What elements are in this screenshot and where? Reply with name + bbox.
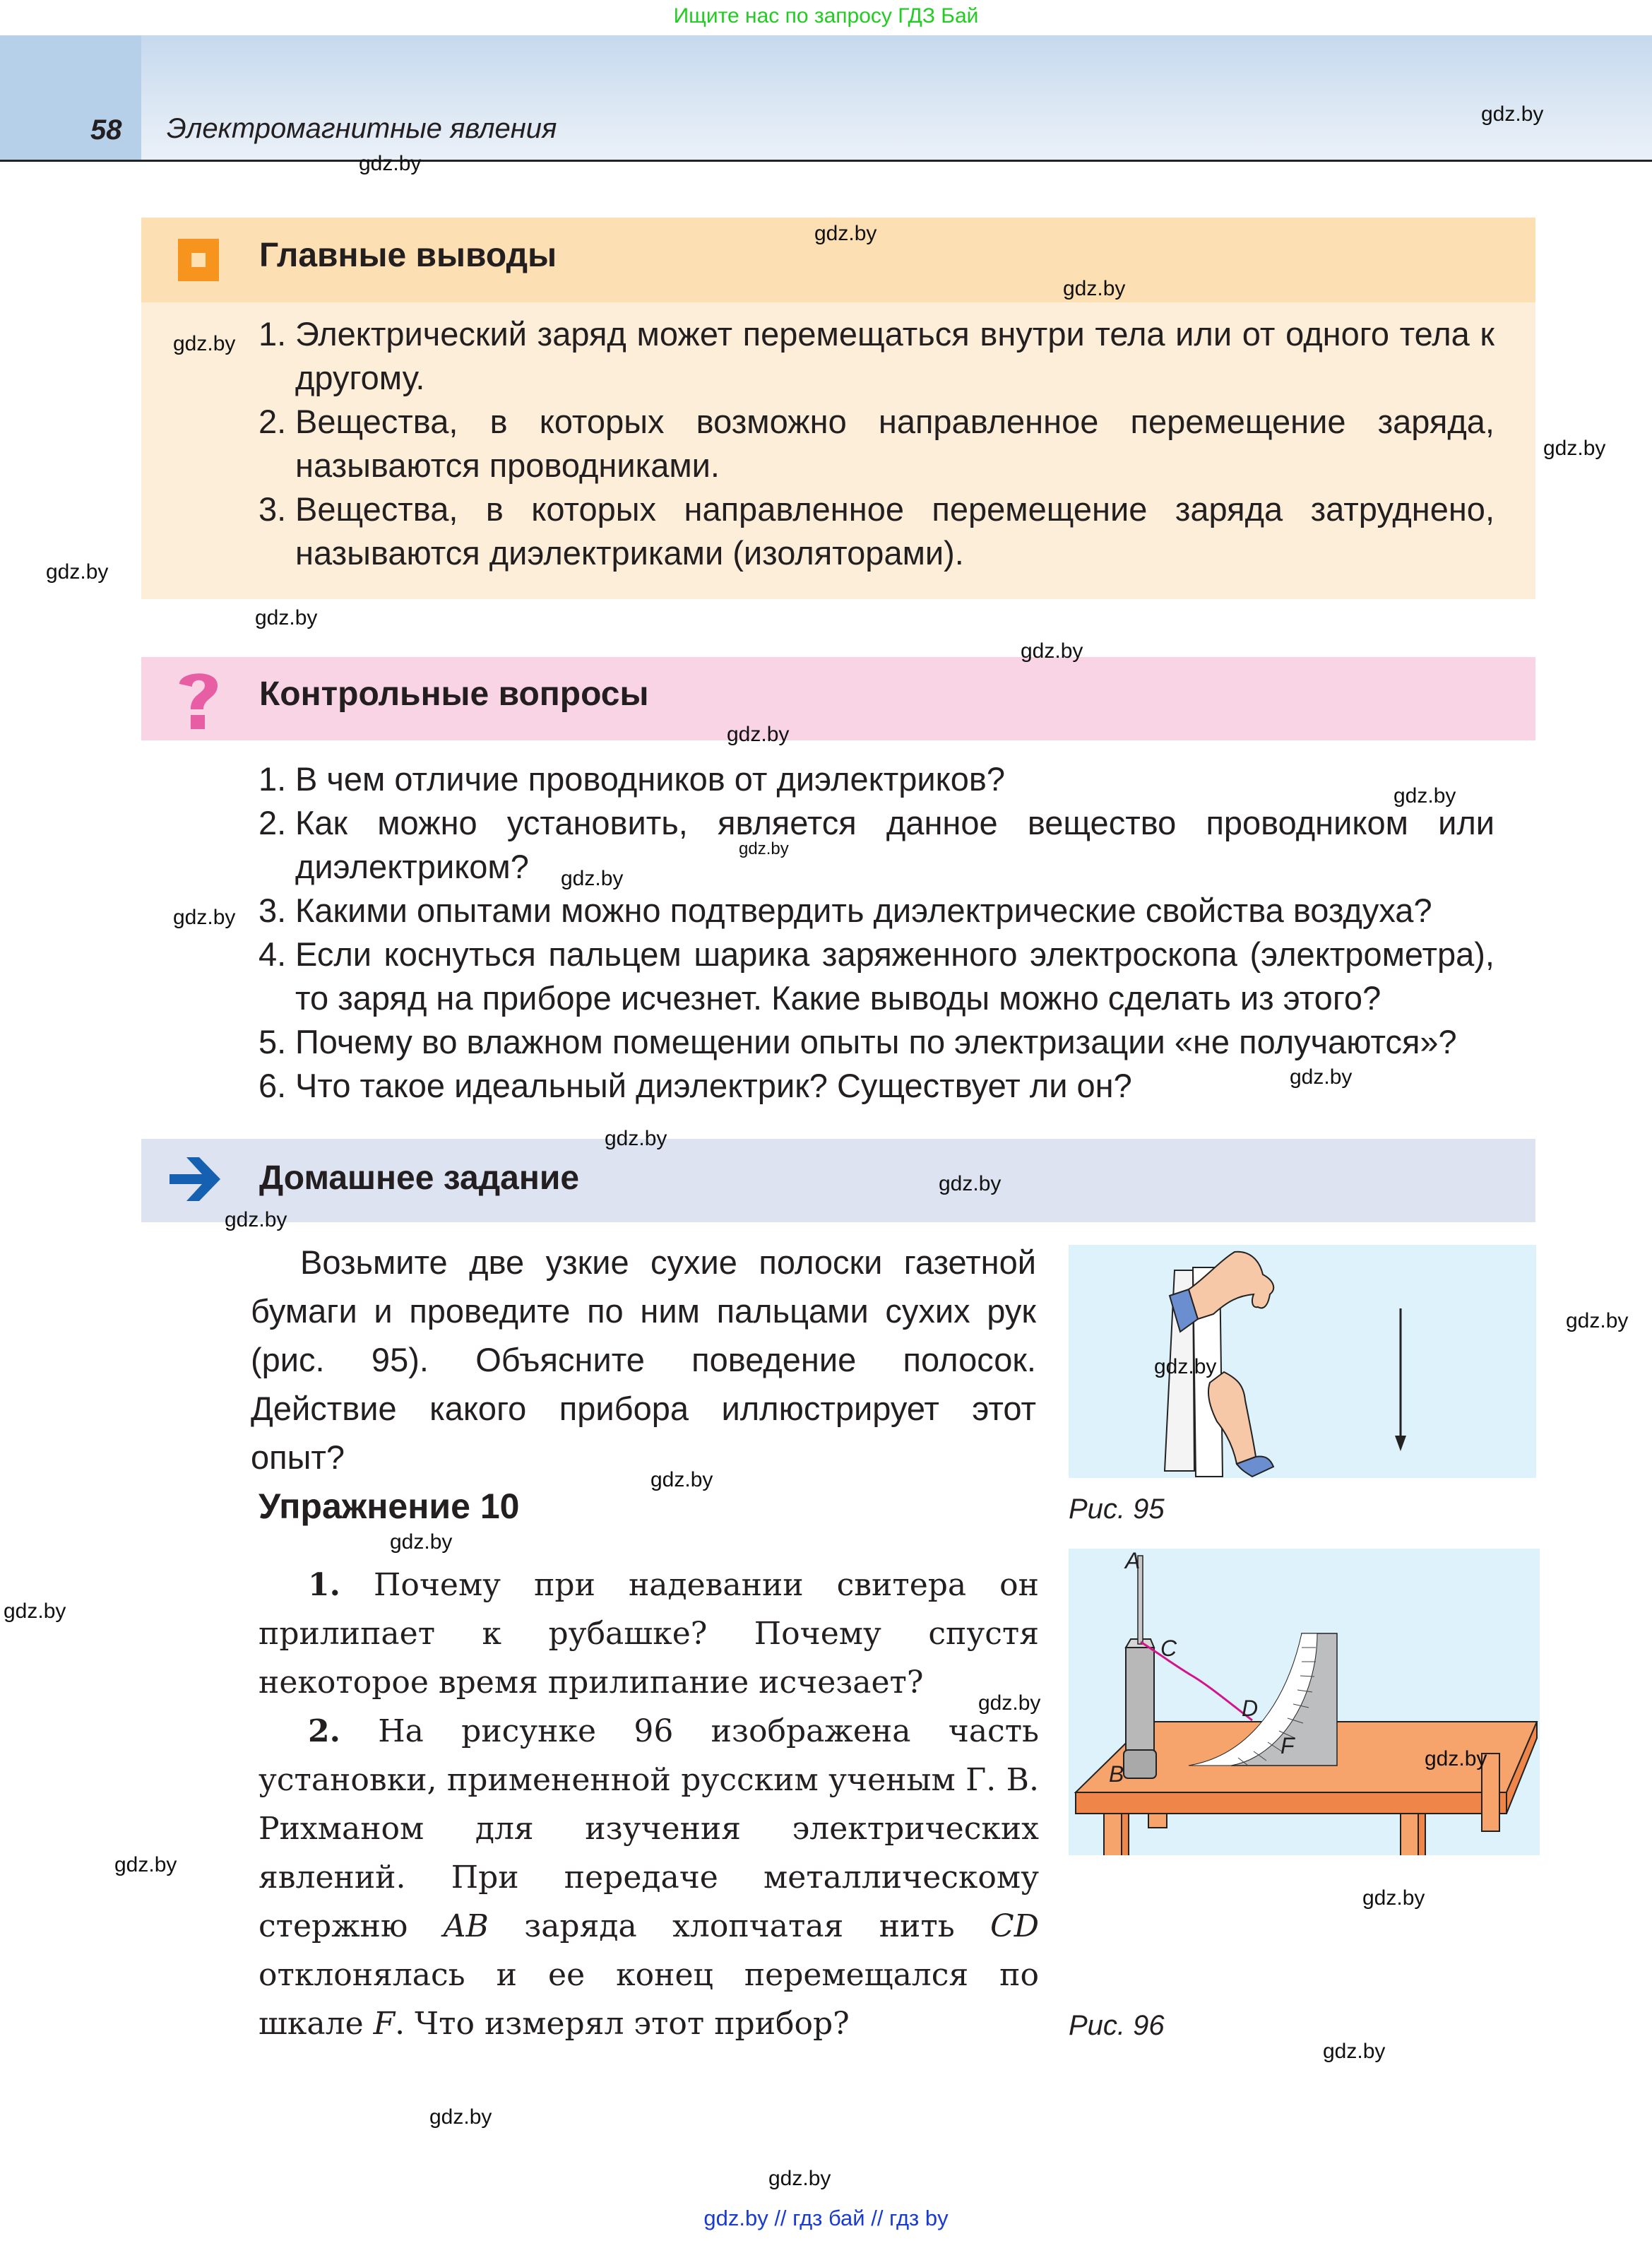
watermark: gdz.by [1425,1747,1487,1770]
question-item: 6. Что такое идеальный диэлектрик? Существует ли он? [259,1067,1132,1104]
arrow-right-icon [170,1157,223,1201]
watermark: gdz.by [978,1691,1041,1715]
figure-96-caption: Рис. 96 [1069,2010,1165,2041]
watermark: gdz.by [814,222,877,245]
conclusion-item: 2. Вещества, в которых возможно направленное перемещение заряда, называются проводниками. [259,403,1494,484]
watermark: gdz.by [359,152,422,175]
watermark: gdz.by [768,2167,831,2190]
main-conclusions-title: Главные выводы [259,237,557,274]
watermark: gdz.by [1021,639,1083,663]
question-item: 4. Если коснуться пальцем шарика заряженного электроскопа (электрометра), то заряд на приборе исчезнет. Какие выводы можно сделать из этого? [259,935,1494,1017]
footer-links[interactable]: gdz.by // гдз бай // гдз by [703,2206,949,2230]
page-number: 58 [90,114,122,146]
exercise-item-1: 1. Почему при надевании свитера он прилипает к рубашке? Почему спустя некоторое время прилипание исчезает? [259,1567,1039,1701]
header-divider [0,160,1652,162]
watermark: gdz.by [1543,437,1606,460]
watermark: gdz.by [739,839,789,858]
svg-text:C: C [1160,1636,1177,1661]
exercise-title: Упражнение 10 [259,1486,520,1526]
chapter-title: Электромагнитные явления [167,113,557,144]
watermark: gdz.by [173,906,236,929]
control-questions-list [259,757,1494,1108]
homework-text: Возьмите две узкие сухие полоски газетной бумаги и проведите по ним пальцами сухих рук (рис. 95). Объясните поведение полосок. Действие какого прибора иллюстрирует этот опыт? [251,1243,1036,1476]
watermark: gdz.by [1481,102,1544,126]
orange-square-icon [178,239,219,281]
homework-title: Домашнее задание [259,1159,580,1197]
search-banner: Ищите нас по запросу ГДЗ Бай [673,4,979,28]
watermark: gdz.by [429,2105,492,2129]
watermark: gdz.by [1154,1355,1217,1378]
watermark: gdz.by [1323,2040,1386,2063]
watermark: gdz.by [605,1127,667,1150]
question-item: 3. Какими опытами можно подтвердить диэлектрические свойства воздуха? [259,892,1432,929]
watermark: gdz.by [173,332,236,355]
watermark: gdz.by [46,560,109,584]
watermark: gdz.by [650,1468,713,1491]
figure-95-caption: Рис. 95 [1069,1494,1165,1525]
main-conclusions-list [259,312,1494,575]
watermark: gdz.by [727,723,790,746]
watermark: gdz.by [1566,1309,1629,1332]
question-item: 1. В чем отличие проводников от диэлектриков? [259,760,1006,798]
exercise-item-2: 2. На рисунке 96 изображена часть установки, примененной русским ученым Г. В. Рихманом для изучения электрических явлений. При передаче металлическому стержню AB заряда хлопчатая нить CD отклонялась и ее конец перемещался по шкале F. Что измерял этот прибор? [259,1713,1039,2042]
question-item: 5. Почему во влажном помещении опыты по электризации «не получаются»? [259,1023,1457,1060]
watermark: gdz.by [4,1600,66,1623]
control-questions-title: Контрольные вопросы [259,675,649,713]
question-mark-icon [174,667,223,732]
watermark: gdz.by [561,867,624,890]
svg-text:D: D [1242,1696,1259,1721]
conclusion-item: 3. Вещества, в которых направленное перемещение заряда затруднено, называются диэлектриками (изоляторами). [259,490,1494,572]
watermark: gdz.by [225,1208,287,1231]
watermark: gdz.by [1362,1886,1425,1910]
svg-text:F: F [1280,1733,1295,1758]
svg-text:B: B [1109,1761,1124,1787]
watermark: gdz.by [1290,1065,1353,1089]
watermark: gdz.by [1063,277,1126,300]
watermark: gdz.by [1393,784,1456,808]
watermark: gdz.by [114,1853,177,1876]
watermark: gdz.by [939,1172,1002,1195]
watermark: gdz.by [255,606,318,629]
figure-95-paper-strips [1069,1245,1536,1478]
figure-96-richmann-apparatus [1069,1549,1540,1855]
watermark: gdz.by [390,1530,453,1554]
question-item: 2. Как можно установить, является данное вещество проводником или диэлектриком? [259,804,1494,885]
conclusion-item: 1. Электрический заряд может перемещаться внутри тела или от одного тела к другому. [259,315,1494,396]
svg-text:A: A [1125,1549,1141,1573]
